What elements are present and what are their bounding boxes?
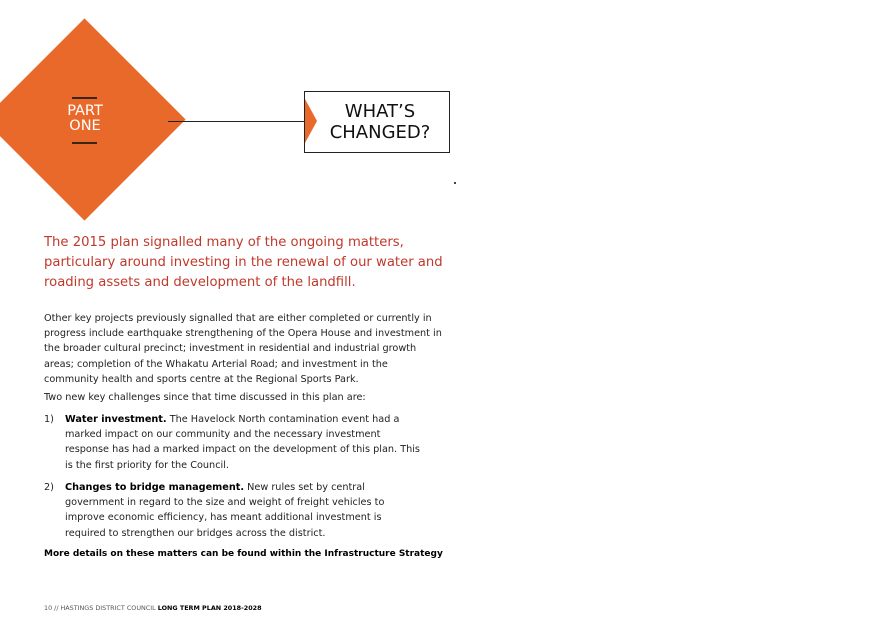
section-title-line1: WHAT’S [344, 101, 416, 122]
challenges-intro-paragraph: Two new key challenges since that time discussed in this plan are: [44, 392, 366, 403]
footer-prefix: 10 // HASTINGS DISTRICT COUNCIL [44, 604, 158, 612]
list-item-body: The Havelock North contamination event had a marked impact on our community and the necessary investment response has had a marked impact on the development of this plan. This is the first priority for the Council. [65, 414, 420, 471]
section-title [318, 101, 442, 143]
more-details-note: More details on these matters can be found within the Infrastructure Strategy [44, 549, 443, 559]
part-label [44, 104, 126, 134]
page-footer [44, 604, 444, 613]
part-label-line2: ONE [69, 118, 101, 134]
part-top-rule [72, 97, 97, 99]
list-item-number: 2) [44, 482, 54, 493]
stray-dot [454, 182, 456, 184]
list-item-text [65, 480, 425, 541]
key-projects-paragraph: Other key projects previously signalled that are either completed or currently in progress include earthquake strengthening of the Opera House and investment in the broader cultural precinct; investment in residential and industrial growth areas; completion of the Whakatu Arterial Road; and investment in the community health and sports centre at the Regional Sports Park. [44, 313, 442, 385]
part-bottom-rule [72, 142, 97, 144]
connector-line [168, 121, 305, 122]
list-item-body: New rules set by central government in regard to the size and weight of freight vehicles to improve economic efficiency, has meant additional investment is required to strengthen our bridges across the district. [65, 482, 385, 539]
list-item-text [65, 412, 425, 473]
list-item-lead: Water investment. [65, 414, 167, 425]
list-item-number: 1) [44, 414, 54, 425]
section-title-arrow [305, 99, 317, 143]
section-title-line2: CHANGED? [329, 122, 431, 143]
footer-title: LONG TERM PLAN 2018-2028 [157, 604, 262, 612]
part-label-line1: PART [67, 103, 103, 119]
list-item-lead: Changes to bridge management. [65, 482, 245, 493]
intro-statement: The 2015 plan signalled many of the ongoing matters, particulary around investing in the renewal of our water and roading assets and development of the landfill. [44, 235, 443, 290]
